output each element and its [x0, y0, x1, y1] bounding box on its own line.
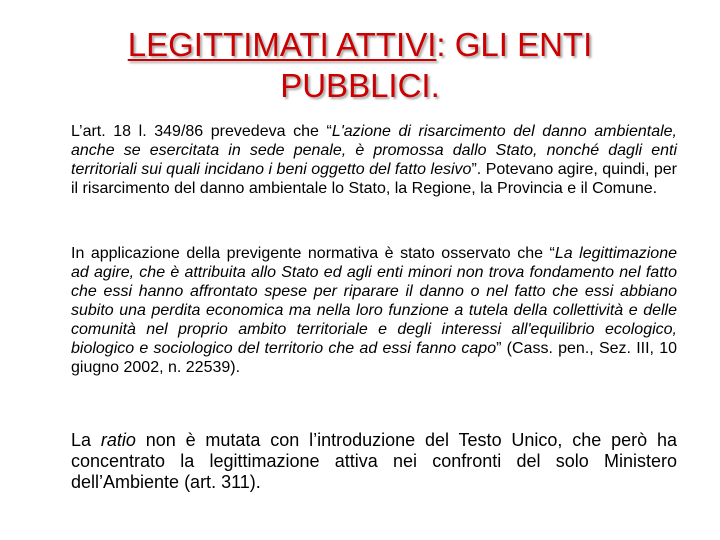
paragraph-text: non è mutata con l’introduzione del Testo Unico, che però ha concentrato la legittimazione attiva nei confronti del solo Ministero dell’Ambiente (art. 311). [71, 430, 677, 492]
paragraph-text: In applicazione della previgente normativa è stato osservato che “ [71, 245, 555, 262]
paragraph-text: ” (Cass. pen., Sez. III, 10 giugno 2002, n. 22539). [71, 340, 677, 376]
title-rest: : GLI ENTI [436, 26, 593, 63]
ratio-term: ratio [100, 430, 136, 450]
paragraph-art18 [71, 122, 677, 198]
slide-title [60, 24, 660, 106]
paragraph-testo-unico [71, 430, 677, 493]
title-line2: PUBBLICI. [280, 67, 440, 104]
paragraph-case-law [71, 244, 677, 377]
title-underlined: LEGITTIMATI ATTIVI [127, 26, 437, 63]
quoted-law-text: L'azione di risarcimento del danno ambientale, anche se esercitata in sede penale, è promossa dallo Stato, nonché dagli enti territoriali sui quali incidano i beni oggetto del fatto lesivo [71, 123, 678, 178]
paragraph-text: La [71, 430, 101, 450]
paragraph-text: ”. Potevano agire, quindi, per il risarcimento del danno ambientale lo Stato, la Regione, la Provincia e il Comune. [71, 161, 678, 197]
quoted-ruling-text: La legittimazione ad agire, che è attribuita allo Stato ed agli enti minori non trova fondamento nel fatto che essi hanno affrontato spese per riparare il danno o nel fatto che essi abbiano subito una perdita economica ma nella loro funzione a tutela della collettività e delle comunità nel proprio ambito territoriale e degli interessi all'equilibrio ecologico, biologico e sociologico del territorio che ad essi fanno capo [71, 245, 678, 357]
paragraph-text: L’art. 18 l. 349/86 prevedeva che “ [71, 123, 332, 140]
